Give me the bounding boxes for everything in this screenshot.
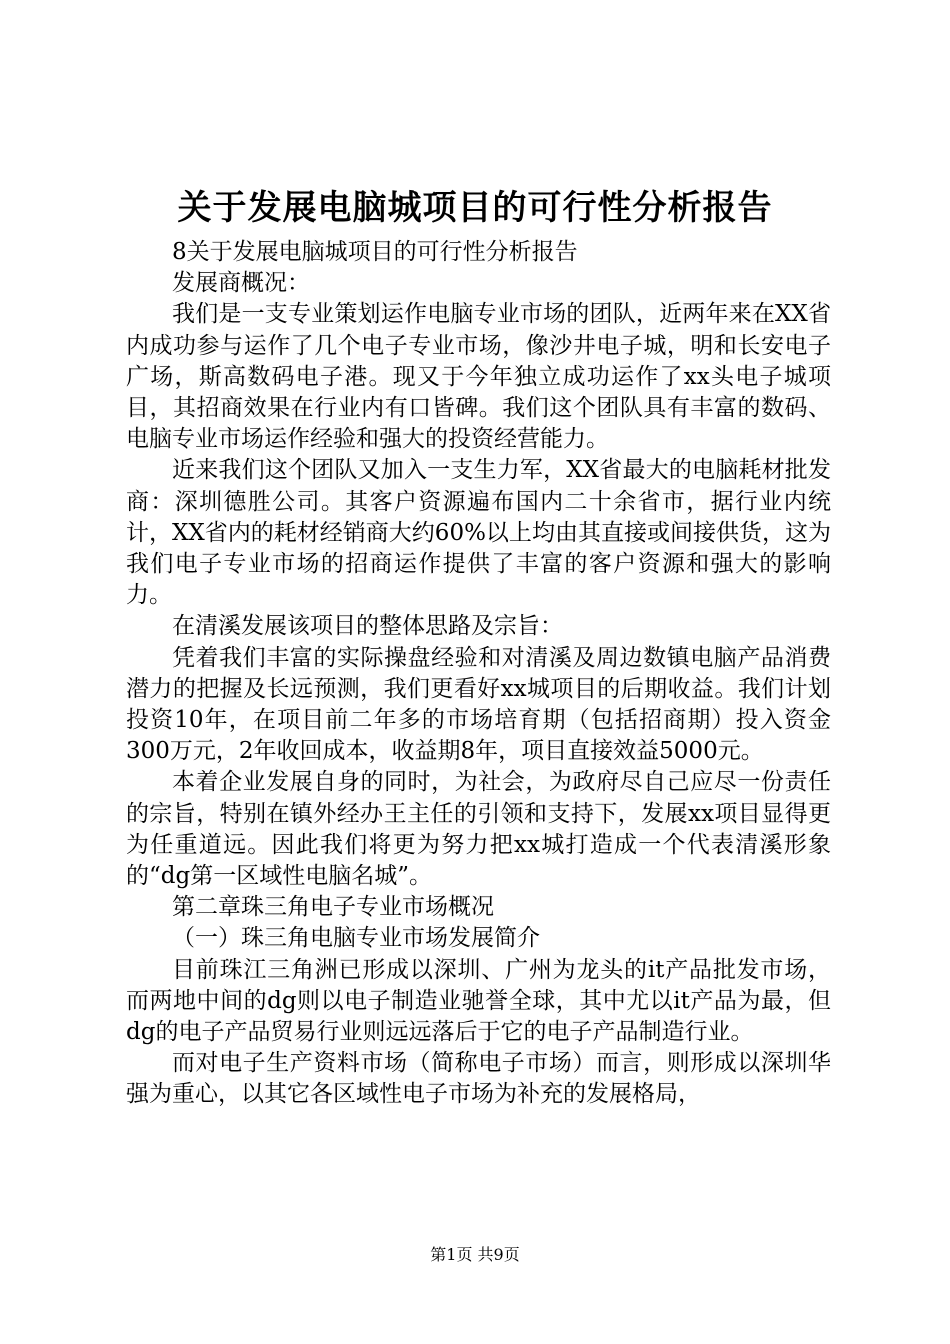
document-body xyxy=(126,237,831,1111)
paragraph-strategy-heading: 在清溪发展该项目的整体思路及宗旨： xyxy=(172,613,563,640)
paragraph-team-intro: 我们是一支专业策划运作电脑专业市场的团队，近两年来在XX省内成功参与运作了几个电子专业市场，像沙井电子城，明和长安电子广场，斯高数码电子港。现又于今年独立成功运作了xx头电子城项目，其招商效果在行业内有口皆碑。我们这个团队具有丰富的数码、电脑专业市场运作经验和强大的投资经营能力。 xyxy=(126,301,831,453)
paragraph-investment-plan: 凭着我们丰富的实际操盘经验和对清溪及周边数镇电脑产品消费潜力的把握及长远预测，我们更看好xx城项目的后期收益。我们计划投资10年，在项目前二年多的市场培育期（包括招商期）投入资金300万元，2年收回成本，收益期8年，项目直接效益5000元。 xyxy=(126,644,831,765)
paragraph-subtitle: 8关于发展电脑城项目的可行性分析报告 xyxy=(172,239,578,265)
paragraph-market-overview: 目前珠江三角洲已形成以深圳、广州为龙头的it产品批发市场，而两地中间的dg则以电子制造业驰誉全球，其中尤以it产品为最，但dg的电子产品贸易行业则远远落后于它的电子产品制造行业。 xyxy=(126,956,831,1046)
document-title: 关于发展电脑城项目的可行性分析报告 xyxy=(177,188,773,228)
paragraph-section-one-heading: （一）珠三角电脑专业市场发展简介 xyxy=(172,925,540,952)
paragraph-new-partner: 近来我们这个团队又加入一支生力军，XX省最大的电脑耗材批发商：深圳德胜公司。其客户资源遍布国内二十余省市，据行业内统计，XX省内的耗材经销商大约60%以上均由其直接或间接供货，这为我们电子专业市场的招商运作提供了丰富的客户资源和强大的影响力。 xyxy=(126,457,831,609)
paragraph-market-structure: 而对电子生产资料市场（简称电子市场）而言，则形成以深圳华强为重心，以其它各区域性电子市场为补充的发展格局， xyxy=(126,1050,831,1108)
paragraph-chapter-two-heading: 第二章珠三角电子专业市场概况 xyxy=(172,894,494,921)
page-footer: 第1页 共9页 xyxy=(430,1245,520,1264)
paragraph-mission: 本着企业发展自身的同时，为社会，为政府尽自己应尽一份责任的宗旨，特别在镇外经办王主任的引领和支持下，发展xx项目显得更为任重道远。因此我们将更为努力把xx城打造成一个代表清溪形象的“dg第一区域性电脑名城”。 xyxy=(126,769,831,890)
paragraph-developer-heading: 发展商概况： xyxy=(172,270,310,297)
